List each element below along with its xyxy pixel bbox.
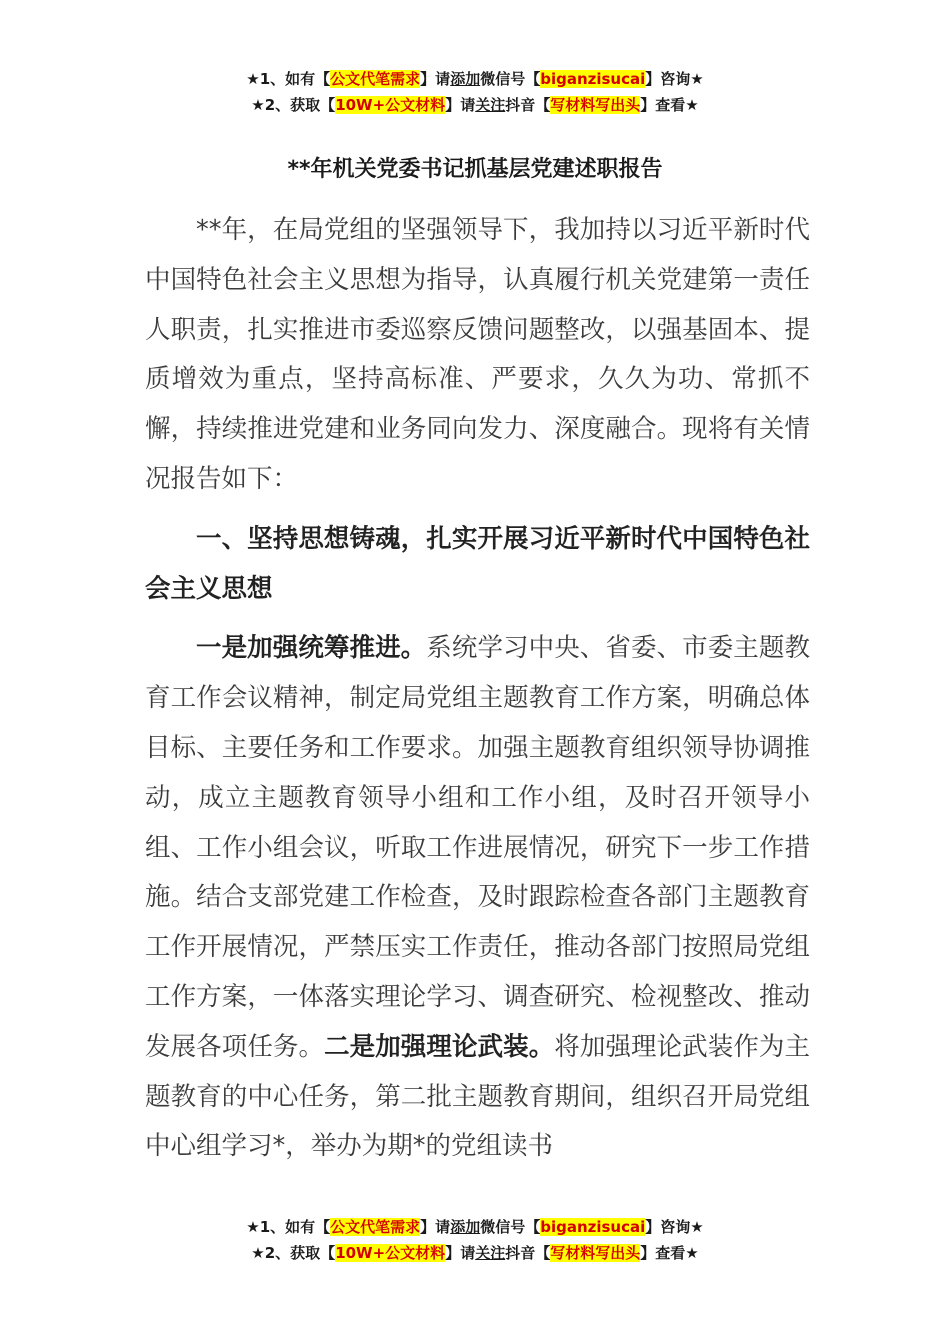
promo-line-1: ★1、如有【公文代笔需求】请添加微信号【biganzisucai】咨询★ <box>246 70 704 88</box>
body-paragraph-1: 一是加强统筹推进。系统学习中央、省委、市委主题教育工作会议精神，制定局党组主题教育工作方案，明确总体目标、主要任务和工作要求。加强主题教育组织领导协调推动，成立主题教育领导小组和工作小组，及时召开领导小组、工作小组会议，听取工作进展情况，研究下一步工作措施。结合支部党建工作检查，及时跟踪检查各部门主题教育工作开展情况，严禁压实工作责任，推动各部门按照局党组工作方案，一体落实理论学习、调查研究、检视整改、推动发展各项任务。二是加强理论武装。将加强理论武装作为主题教育的中心任务，第二批主题教育期间，组织召开局党组中心组学习*，举办为期*的党组读书 <box>145 633 810 1162</box>
highlight-wechat-id: biganzisucai <box>540 1218 646 1236</box>
highlight-douyin-name: 写材料写出头 <box>550 96 641 114</box>
section-heading-1: 一、坚持思想铸魂，扎实开展习近平新时代中国特色社会主义思想 <box>145 523 810 604</box>
highlight-materials: 10W+公文材料 <box>335 96 446 114</box>
intro-paragraph: **年，在局党组的坚强领导下，我加持以习近平新时代中国特色社会主义思想为指导，认真履行机关党建第一责任人职责，扎实推进市委巡察反馈问题整改，以强基固本、提质增效为重点，坚持高标准、严要求，久久为功、常抓不懈，持续推进党建和业务同向发力、深度融合。现将有关情况报告如下： <box>145 215 810 494</box>
highlight-service: 公文代笔需求 <box>330 1218 421 1236</box>
point-lead-1: 一是加强统筹推进。 <box>196 633 427 664</box>
promo-line-1: ★1、如有【公文代笔需求】请添加微信号【biganzisucai】咨询★ <box>246 1218 704 1236</box>
document-body <box>145 206 810 1172</box>
point-lead-2: 二是加强理论武装。 <box>324 1031 555 1062</box>
promo-line-2: ★2、获取【10W+公文材料】请关注抖音【写材料写出头】查看★ <box>251 96 699 114</box>
promo-banner-top <box>0 66 950 118</box>
highlight-service: 公文代笔需求 <box>330 70 421 88</box>
highlight-materials: 10W+公文材料 <box>335 1244 446 1262</box>
promo-line-2: ★2、获取【10W+公文材料】请关注抖音【写材料写出头】查看★ <box>251 1244 699 1262</box>
promo-banner-bottom <box>0 1214 950 1266</box>
document-title: **年机关党委书记抓基层党建述职报告 <box>287 157 663 182</box>
highlight-wechat-id: biganzisucai <box>540 70 646 88</box>
highlight-douyin-name: 写材料写出头 <box>550 1244 641 1262</box>
